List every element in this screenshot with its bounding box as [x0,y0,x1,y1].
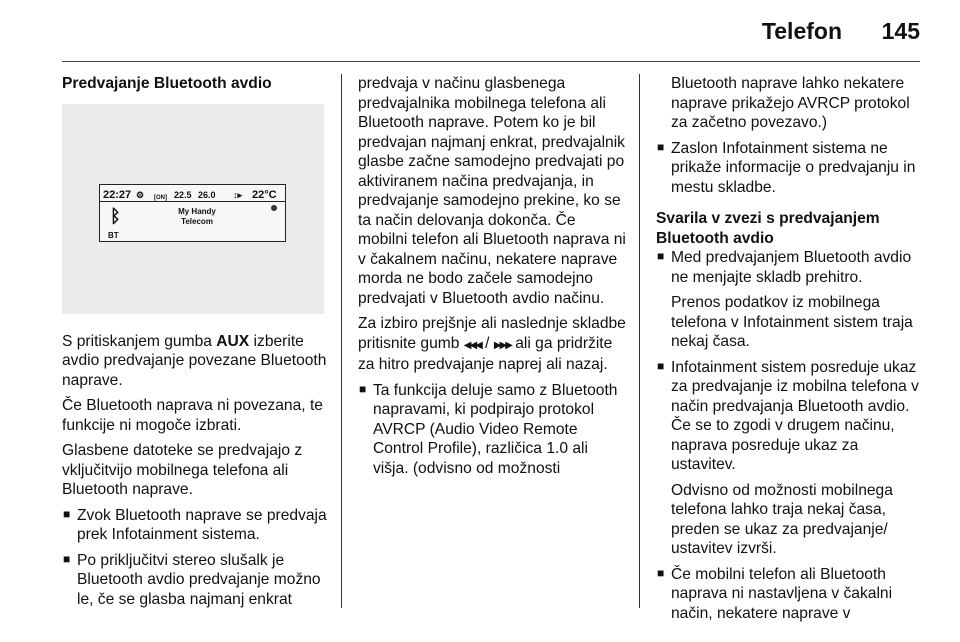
list-item-text: Ta funkcija deluje samo z Bluetooth napravami, ki podpirajo protokol AVRCP (Audio Video Remote Control Profile), različica 1.0 ali višja. (odvisno od možnosti [373,381,618,477]
list-item-text: Zaslon Infotainment sistema ne prikaže informacije o predvajanju in mestu skladbe. [671,139,916,196]
connection-icon: ↕▸ [233,189,243,200]
bullet-icon: ■ [657,565,665,580]
bullet-icon: ■ [63,506,71,521]
list-item [358,381,626,479]
infotainment-screen [99,184,286,242]
list-item [62,551,328,610]
aux-key: AUX [216,332,250,350]
device-name [162,207,232,227]
bullet-icon: ■ [657,249,665,263]
header-rule [62,61,920,62]
readout-2: 26.0 [198,189,216,200]
paragraph: Odvisno od možnosti mobilnega telefona lahko traja nekaj časa, preden se ukaz za predvajanje/ ustavitev izvrši. [671,481,893,557]
mode-indicator: [ON] [154,194,167,201]
section-heading: Svarila v zvezi s predvajanjem Bluetooth avdio [656,210,880,247]
column-1 [62,74,328,615]
column-2 [358,74,626,484]
text: / [480,334,494,352]
settings-icon: ⚙ [136,189,145,200]
clock-readout: 22:27 [103,188,132,201]
list-item [62,506,328,545]
list-item-text: Infotainment sistem posreduje ukaz za predvajanje iz mobilna telefona v način predvajanja Bluetooth avdio. Če se to zgodi v drugem načinu, naprava posreduje ukaz za ustavitev. [671,358,919,473]
list-item-text: Zvok Bluetooth naprave se predvaja prek Infotainment sistema. [77,506,327,543]
page-number: 145 [881,18,920,44]
status-bar [100,185,285,202]
page-header [0,0,960,62]
column-divider [639,74,640,608]
list-item-text: Če mobilni telefon ali Bluetooth naprava ni nastavljena v čakalni način, nekatere naprave v [671,565,893,622]
paragraph: Če Bluetooth naprava ni povezana, te funkcije ni mogoče izbrati. [62,397,323,434]
list-item [656,565,926,624]
list-item [656,248,926,287]
device-name-line-2: Telecom [181,216,213,226]
paragraph: Bluetooth naprave lahko nekatere naprave prikažejo AVRCP protokol za začetno povezavo.) [671,75,910,131]
status-dot-icon [271,205,277,211]
text: Za izbiro prejšnje ali naslednje skladbe pritisnite gumb [358,315,626,352]
readout-1: 22.5 [174,189,192,200]
bullet-icon: ■ [657,358,665,373]
column-divider [341,74,342,608]
bluetooth-icon: ᛒ [110,205,121,226]
text: izberite avdio predvajanje povezane Bluetooth naprave. [62,332,327,389]
display-illustration [62,104,324,314]
paragraph: Prenos podatkov iz mobilnega telefona v Infotainment sistem traja nekaj časa. [671,294,913,350]
list-item [656,139,926,198]
list-item-text: Med predvajanjem Bluetooth avdio ne menjajte skladb prehitro. [671,249,912,286]
temperature-readout: 22°C [252,188,277,201]
paragraph: predvaja v načinu glasbenega predvajalnika mobilnega telefona ali Bluetooth naprave. Potem ko je bil predvajan najmanj enkrat, predvajalnik glasbe začne samodejno predvajati po aktiviranem načina predvajanja, in predvajanje samodejno prekine, ko se ta način delovanja dokonča. Če mobilni telefon ali Bluetooth naprava ni v čakalnem načinu, nekatere naprave morda ne bodo začele samodejno predvajati v Bluetooth avdio načinu. [358,75,626,307]
next-track-icon: ▶▶▶ [493,339,511,351]
device-name-line-1: My Handy [178,206,216,216]
section-title: Telefon [761,18,842,44]
bullet-icon: ■ [657,139,665,154]
bullet-icon: ■ [359,381,367,396]
bluetooth-label: BT [108,230,119,240]
column-3 [656,74,926,629]
previous-track-icon: ◀◀◀ [463,339,481,351]
bullet-icon: ■ [63,551,71,566]
paragraph [62,332,328,391]
list-item [656,358,926,475]
section-heading: Predvajanje Bluetooth avdio [62,75,272,92]
list-item-text: Po priključitvi stereo slušalk je Bluetooth avdio predvajanje možno le, če se glasba najmanj enkrat [77,551,321,608]
text: ali ga pridržite za hitro predvajanje naprej ali nazaj. [358,334,613,373]
text: S pritiskanjem gumba [62,332,217,350]
paragraph [358,314,626,375]
paragraph: Glasbene datoteke se predvajajo z vključitvijo mobilnega telefona ali Bluetooth naprave. [62,442,303,498]
